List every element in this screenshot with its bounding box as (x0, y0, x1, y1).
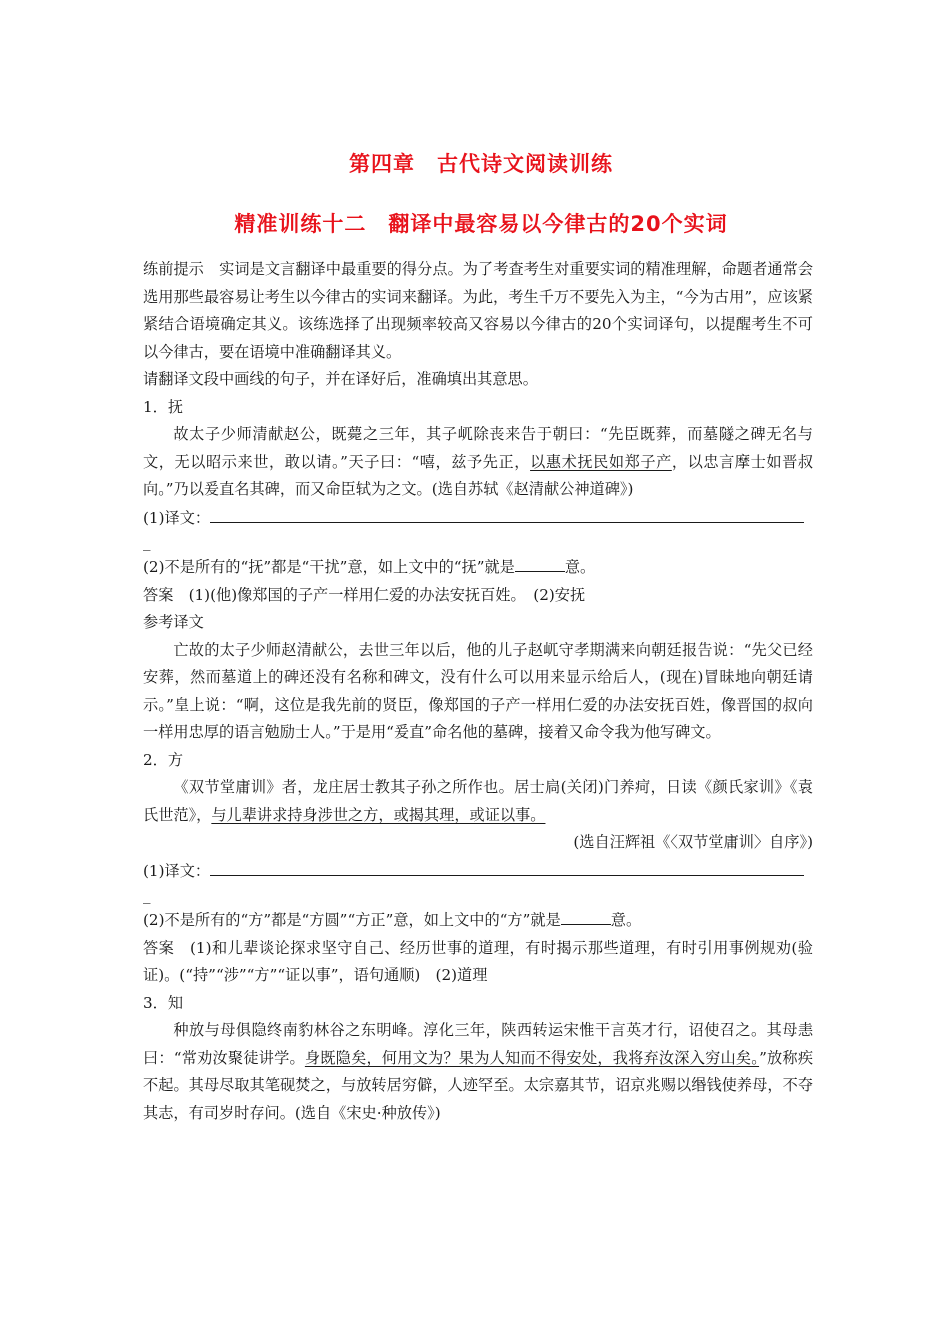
fill-blank[interactable] (515, 557, 565, 572)
item-heading: 2．方 (143, 750, 184, 769)
passage (143, 774, 813, 829)
item-heading: 3．知 (143, 993, 184, 1012)
instruction: 请翻译文段中画线的句子，并在译好后，准确填出其意思。 (143, 370, 538, 388)
passage-text: ”放称疾不起。其母尽取其笔砚焚之，与放转居穷僻，人迹罕至。太宗嘉其节，诏京兆赐以缗钱使养母，不夺其志，有司岁时存问。(选自《宋史·种放传》) (143, 1048, 814, 1122)
passage (143, 421, 813, 504)
translation-line[interactable] (143, 504, 813, 533)
reference-label: 参考译文 (143, 613, 204, 631)
reference-translation: 亡故的太子少师赵清献公，去世三年以后，他的儿子赵屼守孝期满来向朝廷报告说：“先父已经安葬，然而墓道上的碑还没有名称和碑文，没有什么可以用来显示给后人，(现在)冒昧地向朝廷请示。”皇上说：“啊，这位是我先前的贤臣，像郑国的子产一样用仁爱的办法安抚百姓，像晋国的叔向一样用忠厚的语言勉励士人。”于是用“爰直”命名他的墓碑，接着又命令我为他写碑文。 (143, 640, 813, 741)
continuation-mark: _ (143, 886, 151, 904)
answer: 答案 (1)(他)像郑国的子产一样用仁爱的办法安抚百姓。 (2)安抚 (143, 585, 586, 604)
answer-blank-line[interactable] (210, 504, 804, 523)
question-text: (2)不是所有的“方”都是“方圆”“方正”意，如上文中的“方”就是 (143, 911, 561, 929)
section-subtitle: 精准训练十二 翻译中最容易以今律古的20个实词 (234, 212, 728, 236)
intro-paragraph: 练前提示 实词是文言翻译中最重要的得分点。为了考查考生对重要实词的精准理解，命题者通常会选用那些最容易让考生以今律古的实词来翻译。为此，考生千万不要先入为主，“今为古用”，应该紧紧结合语境确定其义。该练选择了出现频率较高又容易以今律古的20个实词译句，以提醒考生不可以今律古，要在语境中准确翻译其义。 (143, 260, 813, 361)
passage-text: 故太子少师清献赵公，既薨之三年，其子屼除丧来告于朝曰：“先臣既葬，而墓隧之碑无名与文，无以昭示来世，敢以请。”天子曰：“嘻，兹予先正， (143, 425, 813, 471)
passage (143, 1017, 813, 1127)
answer-blank-line[interactable] (210, 857, 804, 876)
question-text: (2)不是所有的“抚”都是“干扰”意，如上文中的“抚”就是 (143, 558, 515, 576)
question-text: 意。 (610, 911, 642, 929)
question-text: 意。 (564, 558, 596, 576)
translation-line[interactable] (143, 857, 813, 886)
document-page (143, 140, 813, 1127)
translation-label: (1)译文： (143, 861, 211, 880)
translation-label: (1)译文： (143, 508, 211, 527)
source-citation: (选自汪辉祖《〈双节堂庸训〉自序》) (573, 833, 813, 851)
passage-text: 《双节堂庸训》者，龙庄居士教其子孙之所作也。居士扃(关闭)门养疴，日读《颜氏家训》《袁氏世范》， (143, 778, 813, 824)
question-2 (143, 554, 813, 582)
underlined-sentence: 以惠术抚民如郑子产 (530, 452, 672, 471)
question-2 (143, 907, 813, 935)
chapter-title: 第四章 古代诗文阅读训练 (349, 152, 613, 176)
passage-text: ，以忠言摩士如晋叔向。”乃以爰直名其碑，而又命臣轼为之文。(选自苏轼《赵清献公神道碑》) (143, 452, 813, 498)
item-heading: 1．抚 (143, 397, 184, 416)
underlined-sentence: 身既隐矣，何用文为？果为人知而不得安处，我将弃汝深入穷山矣。 (304, 1048, 760, 1067)
continuation-mark: _ (143, 533, 151, 551)
underlined-sentence: 与儿辈讲求持身涉世之方，或揭其理，或证以事。 (211, 805, 546, 824)
fill-blank[interactable] (561, 910, 611, 925)
passage-text: 种放与母俱隐终南豹林谷之东明峰。淳化三年，陕西转运宋惟干言英才行，诏使召之。其母恚曰：“常劝汝聚徒讲学。 (143, 1021, 813, 1067)
answer: 答案 (1)和儿辈谈论探求坚守自己、经历世事的道理，有时揭示那些道理，有时引用事例规劝(验证)。(“持”“涉”“方”“证以事”，语句通顺) (2)道理 (143, 938, 813, 984)
